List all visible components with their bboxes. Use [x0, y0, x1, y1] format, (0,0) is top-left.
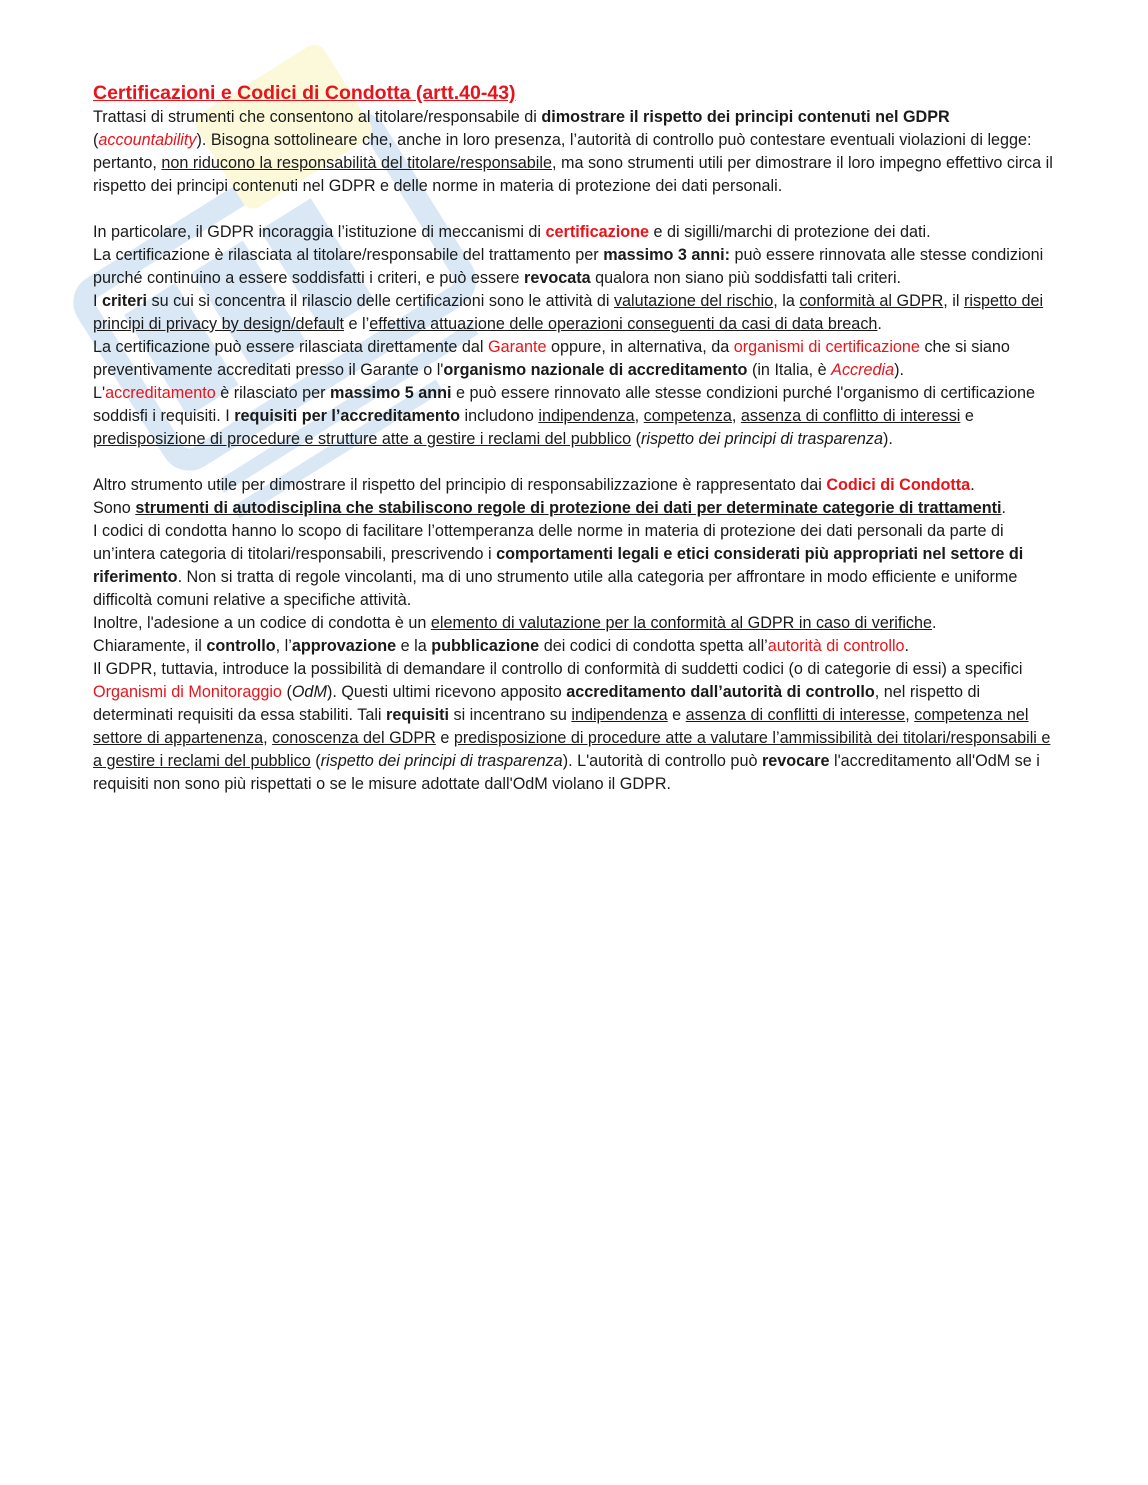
text-segment: su cui si concentra il rilascio delle certificazioni sono le attività di	[147, 292, 614, 310]
text-segment: ,	[634, 407, 644, 425]
paragraph-codes-control	[93, 635, 1053, 658]
text-segment: Il GDPR, tuttavia, introduce la possibilità di demandare il controllo di conformità di suddetti codici (o di categorie di essi) a specifici	[93, 660, 1023, 678]
text-segment: Accredia	[831, 361, 895, 379]
paragraph-certification-duration	[93, 244, 1053, 290]
text-segment: includono	[460, 407, 539, 425]
text-segment: , nel rispetto di determinati requisiti da essa stabiliti. Tali	[93, 683, 981, 724]
text-segment: (	[631, 430, 641, 448]
text-segment: I	[93, 292, 102, 310]
text-segment: (	[93, 131, 99, 149]
text-segment: conformità al GDPR	[799, 292, 944, 310]
paragraph-codes-purpose	[93, 520, 1053, 612]
text-segment: revocata	[524, 269, 591, 287]
text-segment: effettiva attuazione delle operazioni conseguenti da casi di data breach	[369, 315, 878, 333]
text-segment: ). L'autorità di controllo può	[562, 752, 762, 770]
text-segment: (in Italia, è	[747, 361, 832, 379]
text-segment: accreditamento	[105, 384, 216, 402]
text-segment: conoscenza del GDPR	[272, 729, 436, 747]
text-segment: dimostrare il rispetto dei principi contenuti nel GDPR	[541, 108, 950, 126]
text-segment: (	[281, 683, 292, 701]
text-segment: In particolare, il GDPR incoraggia l’istituzione di meccanismi di	[93, 223, 546, 241]
text-segment: .	[932, 614, 937, 632]
text-segment: accountability	[98, 131, 197, 149]
text-segment: competenza nel settore di appartenenza	[93, 706, 1029, 747]
text-segment: I codici di condotta hanno lo scopo di facilitare l’ottemperanza delle norme in materia di protezione dei dati personali da parte di un’intera categoria di titolari/responsabili, prescrivendo i	[93, 522, 1004, 563]
paragraph-certification	[93, 221, 1053, 244]
text-segment: oppure, in alternativa, da	[546, 338, 734, 356]
text-segment: autorità di controllo	[767, 637, 905, 655]
text-segment: .	[1001, 499, 1007, 517]
text-segment: e	[667, 706, 686, 724]
text-segment: e la	[396, 637, 432, 655]
text-segment: rispetto dei principi di trasparenza	[640, 430, 884, 448]
text-segment: , la	[773, 292, 800, 310]
text-segment: La certificazione è rilasciata al titolare/responsabile del trattamento per	[93, 246, 604, 264]
text-segment: criteri	[102, 292, 147, 310]
text-segment: Inoltre, l'adesione a un codice di condotta è un	[93, 614, 431, 632]
text-segment: approvazione	[291, 637, 397, 655]
text-segment: comportamenti legali e etici considerati più appropriati nel settore di riferimento	[93, 545, 1024, 586]
text-segment: e l’	[344, 315, 370, 333]
text-segment: che si siano preventivamente accreditati presso il Garante o l'	[93, 338, 1010, 379]
text-segment: ,	[731, 407, 741, 425]
text-segment: qualora non siano più soddisfatti tali criteri.	[590, 269, 902, 287]
paragraph-codes-intro	[93, 474, 1053, 497]
text-segment: e può essere rinnovato alle stesse condizioni purché l'organismo di certificazione soddisfi i requisiti. I	[93, 384, 1035, 425]
text-segment: Trattasi di strumenti che consentono al titolare/responsabile di	[93, 108, 542, 126]
text-segment: organismi di certificazione	[733, 338, 920, 356]
text-segment: organismo nazionale di accreditamento	[443, 361, 748, 379]
text-segment: rispetto dei principi di privacy by design/default	[93, 292, 1044, 333]
text-segment: L'	[93, 384, 106, 402]
text-segment: ,	[905, 706, 915, 724]
text-segment: può essere rinnovata alle stesse condizioni purché continuino a essere soddisfatti i criteri, e può essere	[93, 246, 1044, 287]
text-segment: certificazione	[545, 223, 649, 241]
page-title: Certificazioni e Codici di Condotta (artt.40-43)	[93, 82, 516, 104]
text-segment: Sono	[93, 499, 136, 517]
text-segment: . Non si tratta di regole vincolanti, ma di uno strumento utile alla categoria per affrontare in modo efficiente e uniforme difficoltà comuni relative a specifiche attività.	[93, 568, 1018, 609]
text-segment: , ma sono strumenti utili per dimostrare il loro impegno effettivo circa il rispetto dei principi contenuti nel GDPR e delle norme in materia di protezione dei dati personali.	[93, 154, 1053, 195]
text-segment: revocare	[761, 752, 830, 770]
text-segment: e	[960, 407, 974, 425]
text-segment: .	[904, 637, 910, 655]
text-segment: assenza di conflitti di interesse	[685, 706, 906, 724]
text-segment: Altro strumento utile per dimostrare il rispetto del principio di responsabilizzazione è rappresentato dai	[93, 476, 827, 494]
text-segment: massimo 5 anni	[330, 384, 452, 402]
text-segment: competenza	[643, 407, 732, 425]
text-segment: pubblicazione	[431, 637, 540, 655]
text-segment: ).	[883, 430, 893, 448]
paragraph-issuers	[93, 336, 1053, 382]
text-segment: Garante	[488, 338, 547, 356]
text-segment: .	[970, 476, 975, 494]
paragraph-codes-definition	[93, 497, 1053, 520]
text-segment: indipendenza	[571, 706, 668, 724]
text-segment: Organismi di Monitoraggio	[93, 683, 282, 701]
text-segment: controllo	[206, 637, 276, 655]
text-segment: , l’	[275, 637, 292, 655]
paragraph-criteria	[93, 290, 1053, 336]
text-segment: predisposizione di procedure e strutture atte a gestire i reclami del pubblico	[93, 430, 632, 448]
text-segment: valutazione del rischio	[613, 292, 774, 310]
text-segment: Chiaramente, il	[93, 637, 207, 655]
text-segment: , il	[943, 292, 964, 310]
text-segment: (	[310, 752, 321, 770]
text-segment: requisiti	[386, 706, 449, 724]
text-segment: è rilasciato per	[215, 384, 331, 402]
text-segment: ,	[263, 729, 273, 747]
text-segment: requisiti per l’accreditamento	[234, 407, 461, 425]
text-segment: e	[435, 729, 454, 747]
text-segment: strumenti di autodisciplina che stabiliscono regole di protezione dei dati per determinate categorie di trattamenti	[135, 499, 1002, 517]
paragraph-accreditation	[93, 382, 1053, 451]
text-segment: rispetto dei principi di trasparenza	[320, 752, 563, 770]
text-segment: massimo 3 anni:	[603, 246, 731, 264]
text-segment: assenza di conflitto di interessi	[740, 407, 961, 425]
text-segment: Codici di Condotta	[826, 476, 971, 494]
text-segment: si incentrano su	[448, 706, 572, 724]
paragraph-intro	[93, 106, 1053, 198]
document-body	[93, 80, 1053, 796]
text-segment: l'accreditamento all'OdM se i requisiti non sono più rispettati o se le misure adottate dall'OdM violano il GDPR.	[93, 752, 1040, 793]
text-segment: OdM	[291, 683, 327, 701]
text-segment: dei codici di condotta spetta all’	[539, 637, 768, 655]
text-segment: .	[877, 315, 882, 333]
text-segment: non riducono la responsabilità del titolare/responsabile	[161, 154, 552, 172]
text-segment: ). Questi ultimi ricevono apposito	[326, 683, 567, 701]
text-segment: ). Bisogna sottolineare che, anche in loro presenza, l’autorità di controllo può contestare eventuali violazioni di legge: pertanto,	[93, 131, 1032, 172]
text-segment: predisposizione di procedure atte a valutare l’ammissibilità dei titolari/responsabili e a gestire i reclami del pubblico	[93, 729, 1051, 770]
text-segment: e di sigilli/marchi di protezione dei dati.	[649, 223, 931, 241]
text-segment: La certificazione può essere rilasciata direttamente dal	[93, 338, 489, 356]
paragraph-monitoring-bodies	[93, 658, 1053, 796]
text-segment: accreditamento dall’autorità di controllo	[566, 683, 875, 701]
paragraph-codes-adhesion	[93, 612, 1053, 635]
text-segment: indipendenza	[538, 407, 635, 425]
text-segment: elemento di valutazione per la conformità al GDPR in caso di verifiche	[430, 614, 933, 632]
text-segment: ).	[894, 361, 905, 379]
